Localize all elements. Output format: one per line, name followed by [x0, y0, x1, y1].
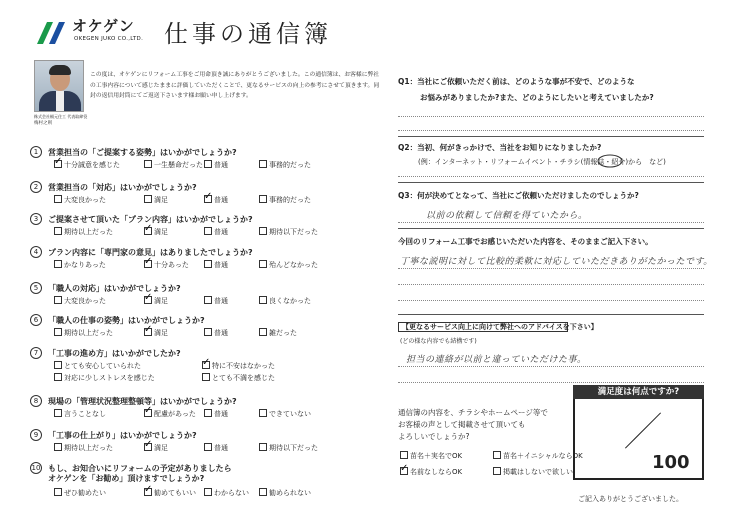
answer-line — [398, 366, 704, 367]
checkbox[interactable] — [144, 409, 152, 417]
checkbox[interactable] — [259, 409, 267, 417]
checkbox[interactable] — [144, 328, 152, 336]
checkbox[interactable] — [54, 160, 62, 168]
checkbox[interactable] — [144, 227, 152, 235]
option-label: 普通 — [214, 228, 228, 236]
option[interactable] — [204, 443, 228, 453]
checkbox[interactable] — [204, 227, 212, 235]
logo-text: オケゲン — [72, 17, 135, 35]
option[interactable] — [144, 296, 168, 306]
q4-text: 今回のリフォーム工事でお感じいただいた内容を、そのままご記入下さい。 — [398, 237, 653, 246]
checkbox[interactable] — [54, 409, 62, 417]
question-number: 7 — [30, 347, 42, 359]
question-text: ご提案させて頂いた「プラン内容」はいかがでしょうか? — [48, 215, 253, 224]
question-number: 3 — [30, 213, 42, 225]
option-label: 普通 — [214, 444, 228, 452]
option[interactable] — [144, 409, 196, 419]
option-label: 普通 — [214, 410, 228, 418]
answer-line — [398, 130, 704, 131]
option-label: 苗名＋イニシャルならOK — [503, 452, 583, 460]
question-text: 「工事の進め方」はいかがでしたか? — [48, 349, 181, 358]
option-label: わからない — [214, 489, 249, 497]
option-label: 事務的だった — [269, 161, 311, 169]
company-logo-mark — [34, 18, 68, 48]
option[interactable] — [54, 160, 120, 170]
handwritten-circle — [596, 154, 624, 168]
checkbox[interactable] — [259, 260, 267, 268]
option[interactable] — [204, 409, 228, 419]
question-number: 2 — [30, 181, 42, 193]
option-label: 期待以下だった — [269, 444, 318, 452]
option[interactable] — [204, 160, 228, 170]
option-label: 満足 — [154, 297, 168, 305]
option[interactable] — [144, 328, 168, 338]
divider — [398, 182, 704, 183]
option[interactable] — [204, 296, 228, 306]
checkbox[interactable] — [259, 296, 267, 304]
option[interactable] — [259, 195, 311, 205]
question-number: 1 — [30, 146, 42, 158]
checkbox[interactable] — [204, 160, 212, 168]
option-label: 普通 — [214, 329, 228, 337]
checkbox[interactable] — [144, 296, 152, 304]
question-text-line2: オケゲンを「お勧め」頂けますでしょうか? — [48, 474, 205, 483]
publish-question-3: よろしいでしょうか? — [398, 432, 470, 441]
option[interactable] — [144, 443, 168, 453]
q3-text: Q3：何が決めてとなって、当社にご依頼いただけましたのでしょうか? — [398, 191, 639, 200]
option-label: 期待以上だった — [64, 444, 113, 452]
checkbox[interactable] — [144, 195, 152, 203]
checkbox[interactable] — [144, 160, 152, 168]
checkbox[interactable] — [54, 227, 62, 235]
checkbox[interactable] — [54, 296, 62, 304]
option[interactable] — [144, 195, 168, 205]
option[interactable] — [144, 488, 196, 498]
option[interactable] — [259, 227, 318, 237]
option-label: とても安心していられた — [64, 362, 141, 370]
intro-text: この度は、オケゲンにリフォーム工事をご用命頂き誠にありがとうございました。この通信簿は、お客様に弊社の工事内容について感じたままに評価していただくことで、更なるサービスの向上の参考にさせて頂きます。同封の返信用封筒にてご返送下さいます様お願い申し上げます。 — [90, 72, 380, 99]
option-label: 掲載はしないで欲しい — [503, 468, 573, 476]
option-label: ぜひ勧めたい — [64, 489, 106, 497]
question-text: 「職人の対応」はいかがでしょうか? — [48, 284, 181, 293]
option-label: 雑だった — [269, 329, 297, 337]
checkbox[interactable] — [204, 443, 212, 451]
question-text: もし、お知合いにリフォームの予定がありましたら — [48, 464, 232, 473]
option[interactable] — [204, 227, 228, 237]
divider — [398, 136, 704, 137]
option[interactable] — [54, 443, 113, 453]
question-number: 4 — [30, 246, 42, 258]
checkbox[interactable] — [204, 328, 212, 336]
checkbox[interactable] — [259, 195, 267, 203]
q1-line2: お悩みがありましたか?また、どのようにしたいと考えていましたか? — [420, 93, 654, 102]
publish-option[interactable] — [493, 467, 573, 477]
option-label: 期待以下だった — [269, 228, 318, 236]
checkbox[interactable] — [144, 260, 152, 268]
checkbox[interactable] — [259, 227, 267, 235]
option[interactable] — [259, 260, 318, 270]
checkbox[interactable] — [204, 195, 212, 203]
divider — [398, 228, 704, 229]
answer-line — [398, 300, 704, 301]
checkbox[interactable] — [144, 488, 152, 496]
question-number: 8 — [30, 395, 42, 407]
option[interactable] — [54, 373, 155, 383]
option[interactable] — [54, 260, 106, 270]
advice-handwritten-answer: 担当の連絡が以前と違っていただけた事。 — [406, 355, 587, 365]
option[interactable] — [202, 373, 275, 383]
option[interactable] — [259, 328, 297, 338]
checkbox[interactable] — [54, 373, 62, 381]
checkbox[interactable] — [400, 467, 408, 475]
q3-handwritten-answer: 以前の依頼して信頼を得ていたから。 — [426, 211, 588, 221]
score-label: 満足度は何点ですか? — [573, 385, 704, 399]
checkbox[interactable] — [400, 451, 408, 459]
option[interactable] — [204, 260, 228, 270]
president-photo — [34, 60, 84, 112]
signature-name: 梅村之則 — [34, 121, 52, 126]
answer-line — [398, 176, 704, 177]
option-label: 事務的だった — [269, 196, 311, 204]
publish-option[interactable] — [493, 451, 583, 461]
question-text: 「工事の仕上がり」はいかがでしょうか? — [48, 431, 197, 440]
option[interactable] — [259, 443, 318, 453]
checkbox[interactable] — [493, 467, 501, 475]
option-label: 十分誠意を感じた — [64, 161, 120, 169]
checkbox[interactable] — [54, 195, 62, 203]
option-label: 満足 — [154, 444, 168, 452]
checkbox[interactable] — [54, 443, 62, 451]
publish-option[interactable] — [400, 451, 462, 461]
answer-line — [398, 382, 704, 383]
question-number: 6 — [30, 314, 42, 326]
checkbox[interactable] — [259, 328, 267, 336]
q2-text: Q2：当初、何がきっかけで、当社をお知りになりましたか? — [398, 143, 602, 152]
answer-line — [398, 222, 704, 223]
option-label: 特に不安はなかった — [212, 362, 275, 370]
checkbox[interactable] — [54, 361, 62, 369]
answer-line — [398, 284, 704, 285]
advice-sub: (どの様な内容でも結構です) — [400, 338, 477, 345]
option[interactable] — [204, 195, 228, 205]
option-label: 対応に少しストレスを感じた — [64, 374, 155, 382]
option[interactable] — [202, 361, 275, 371]
option[interactable] — [54, 296, 106, 306]
option-label: とても不満を感じた — [212, 374, 275, 382]
option-label: 普通 — [214, 297, 228, 305]
option[interactable] — [54, 195, 106, 205]
option-label: 大変良かった — [64, 297, 106, 305]
question-text: プラン内容に「専門家の意見」はありましたでしょうか? — [48, 248, 253, 257]
checkbox[interactable] — [259, 160, 267, 168]
question-text: 「職人の仕事の姿勢」はいかがでしょうか? — [48, 316, 205, 325]
checkbox[interactable] — [54, 260, 62, 268]
q1-line1: Q1：当社にご依頼いただく前は、どのような事が不安で、どのような — [398, 77, 635, 86]
logo-subtext: OKEGEN JUKO CO.,LTD. — [74, 36, 144, 42]
option[interactable] — [54, 227, 113, 237]
question-text: 現場の「管理状況整理整頓等」はいかがでしょうか? — [48, 397, 237, 406]
option[interactable] — [259, 409, 311, 419]
question-number: 10 — [31, 464, 41, 472]
q4-handwritten-answer: 丁寧な説明に対して比較的柔軟に対応していただきありがたかったです。 — [400, 257, 713, 267]
question-text: 営業担当の「ご提案する姿勢」はいかがでしょうか? — [48, 148, 237, 157]
option-label: できていない — [269, 410, 311, 418]
publish-question-1: 通信簿の内容を、チラシやホームページ等で — [398, 408, 548, 417]
option[interactable] — [54, 488, 106, 498]
checkbox[interactable] — [54, 328, 62, 336]
answer-line — [398, 116, 704, 117]
checkbox[interactable] — [54, 488, 62, 496]
page-title: 仕事の通信簿 — [164, 20, 332, 48]
option[interactable] — [144, 260, 189, 270]
checkbox[interactable] — [202, 373, 210, 381]
option-label: 期待以上だった — [64, 228, 113, 236]
question-number: 9 — [30, 429, 42, 441]
checkbox[interactable] — [204, 260, 212, 268]
option[interactable] — [144, 160, 203, 170]
checkbox[interactable] — [144, 443, 152, 451]
checkbox[interactable] — [204, 488, 212, 496]
option[interactable] — [259, 160, 311, 170]
question-number: 5 — [30, 282, 42, 294]
option-label: 普通 — [214, 161, 228, 169]
option-label: 言うことなし — [64, 410, 106, 418]
option-label: 大変良かった — [64, 196, 106, 204]
option-label: 勧められない — [269, 489, 311, 497]
option[interactable] — [54, 328, 113, 338]
answer-line — [398, 268, 704, 269]
option-label: 満足 — [154, 329, 168, 337]
divider — [398, 314, 704, 315]
option-label: 普通 — [214, 196, 228, 204]
publish-option[interactable] — [400, 467, 462, 477]
checkbox[interactable] — [204, 409, 212, 417]
option[interactable] — [144, 227, 168, 237]
option-label: かなりあった — [64, 261, 106, 269]
advice-label: 【更なるサービス向上に向けて弊社へのアドバイスを下さい】 — [398, 322, 568, 332]
option-label: 殆んどなかった — [269, 261, 318, 269]
option-label: 十分あった — [154, 261, 189, 269]
option-label: 一生懸命だった — [154, 161, 203, 169]
option[interactable] — [54, 409, 106, 419]
checkbox[interactable] — [259, 488, 267, 496]
option-label: 良くなかった — [269, 297, 311, 305]
checkbox[interactable] — [204, 296, 212, 304]
option-label: 期待以上だった — [64, 329, 113, 337]
question-text: 営業担当の「対応」はいかがでしょうか? — [48, 183, 197, 192]
option-label: 普通 — [214, 261, 228, 269]
option-label: 満足 — [154, 228, 168, 236]
option[interactable] — [204, 488, 249, 498]
option-label: 勧めてもいい — [154, 489, 196, 497]
signature-title: 株式会社桶元住工 代表取締役 — [34, 114, 88, 119]
option[interactable] — [259, 296, 311, 306]
thanks-text: ご記入ありがとうございました。 — [578, 495, 683, 503]
score-value: 100 — [652, 452, 690, 473]
option-label: 満足 — [154, 196, 168, 204]
q2-example: (例：インターネット・リフォームイベント・チラシ(情報誌・紹介)から など) — [418, 158, 666, 166]
option[interactable] — [204, 328, 228, 338]
checkbox[interactable] — [202, 361, 210, 369]
option-label: 配慮があった — [154, 410, 196, 418]
checkbox[interactable] — [259, 443, 267, 451]
option-label: 苗名＋実名でOK — [410, 452, 463, 460]
option[interactable] — [259, 488, 311, 498]
publish-question-2: お客様の声として掲載させて頂いても — [398, 420, 526, 429]
option-label: 名前なしならOK — [410, 468, 463, 476]
option[interactable] — [54, 361, 141, 371]
checkbox[interactable] — [493, 451, 501, 459]
